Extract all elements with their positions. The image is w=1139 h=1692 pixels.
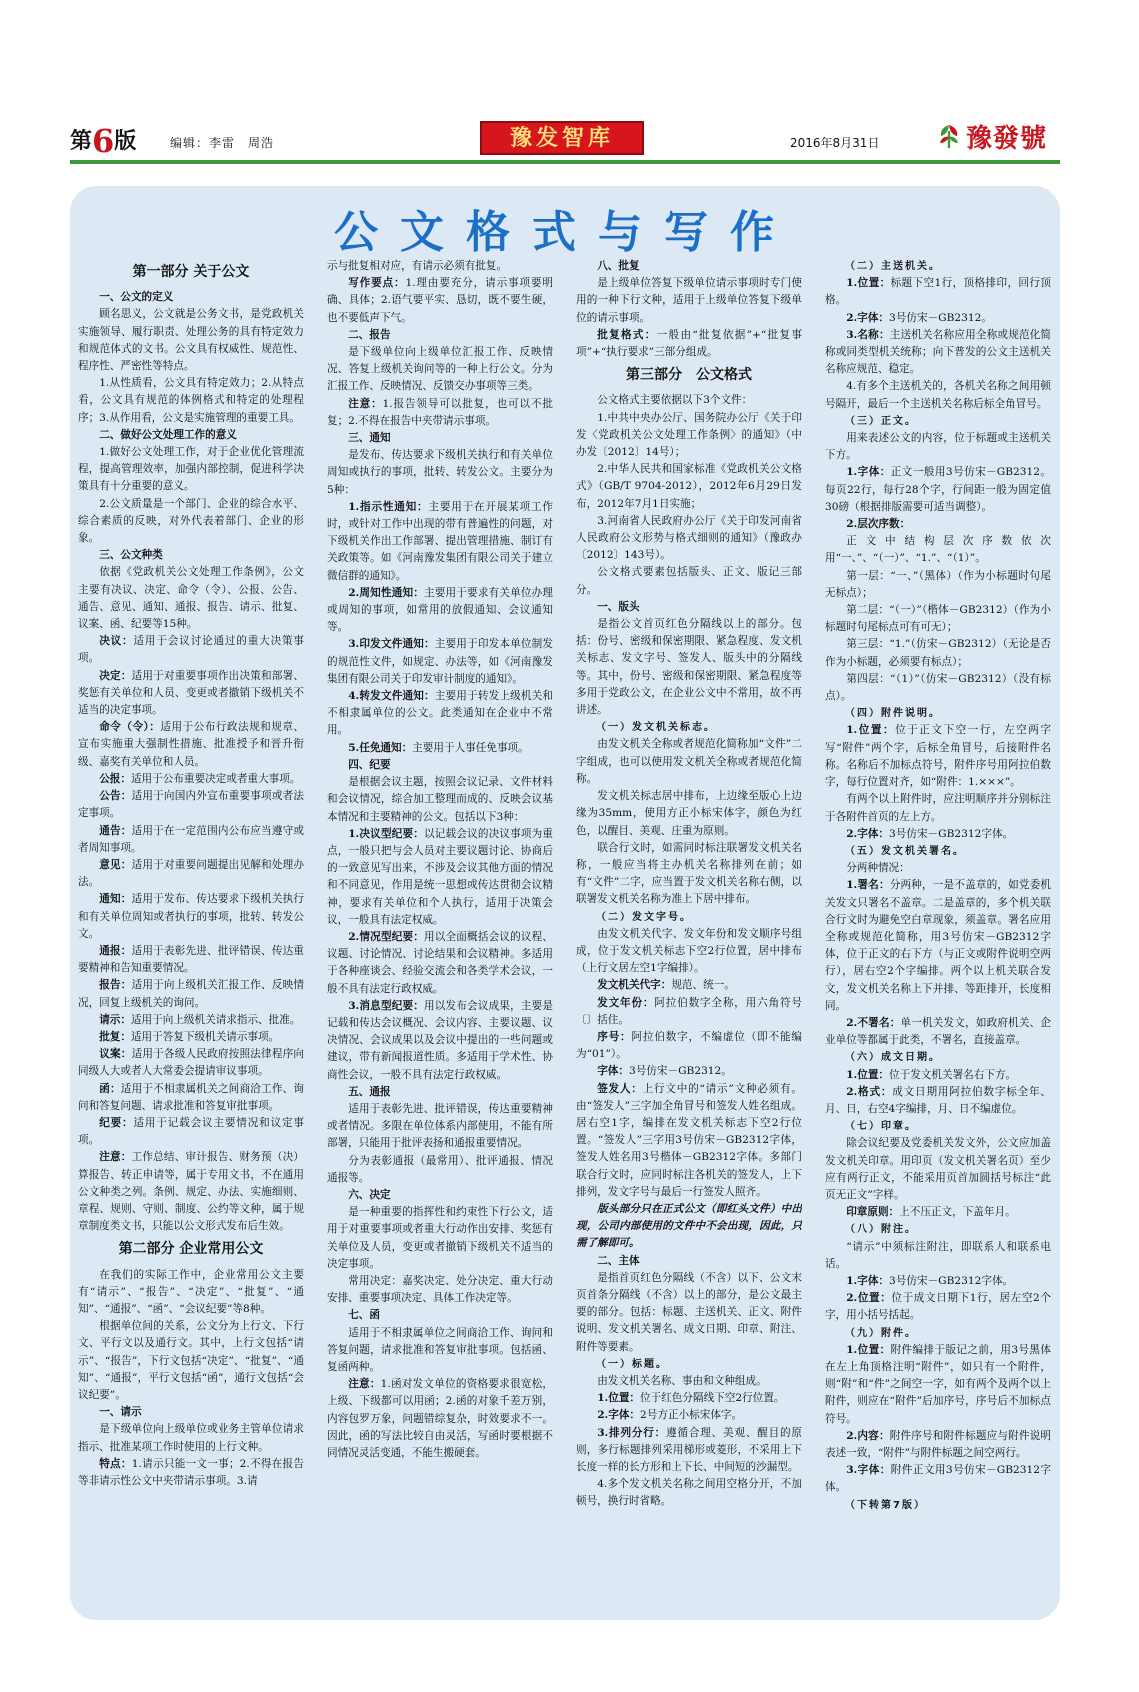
- definition-paragraph: [825, 1342, 1051, 1428]
- term-label: 2.字体：: [846, 311, 890, 324]
- paragraph: 是下级单位向上级单位或业务主管单位请求指示、批准某项工作时使用的上行文种。: [78, 1423, 304, 1453]
- brand-name: 豫發號: [966, 123, 1048, 154]
- paragraph: 是发布、传达要求下级机关执行和有关单位周知或执行的事项，批转、转发公文。主要分为5种：: [327, 449, 553, 496]
- term-label: 2.周知性通知：: [348, 586, 424, 599]
- term-text: 主要用于在开展某项工作时，或针对工作中出现的带有普遍性的问题，对下级机关作出工作部署、提出管理措施、制订有关政策等。如《河南豫发集团有限公司关于建立微信群的通知》。: [327, 500, 553, 582]
- header-rule: [70, 160, 1060, 164]
- term-text: 上行文中的“请示”文种必须有。由“签发人”三字加全角冒号和签发人姓名组成。居右空1字，编排在发文机关标志下空2行位置。“签发人”三字用3号仿宋－GB2312字体，签发人姓名用3号楷体－GB2312字体。多部门联合行文时，应同时标注各机关的签发人，上下排列，发文字号与最后一行签发人照齐。: [576, 1082, 802, 1198]
- definition-paragraph: [327, 1376, 553, 1462]
- term-label: 2.内容：: [846, 1429, 890, 1442]
- term-text: 主送机关名称应用全称或规范化简称或同类型机关统称；向下普发的公文主送机关名称应规范、稳定。: [825, 328, 1051, 376]
- term-text: 附件正文用3号仿宋－GB2312字体。: [825, 1464, 1051, 1494]
- term-text: 适用于在一定范围内公布应当遵守或者周知事项。: [78, 824, 304, 854]
- definition-paragraph: [78, 1115, 304, 1149]
- section-heading: 一、版头: [597, 600, 640, 613]
- term-label: 1.指示性通知：: [348, 500, 429, 513]
- term-text: 1.报告领导可以批复，也可以不批复；2.不得在报告中夹带请示事项。: [327, 397, 553, 427]
- text-column-1: [78, 258, 304, 1598]
- paragraph: 1.做好公文处理工作，对于企业优化管理流程，提高管理效率，加强内部控制，促进科学决策具有十分重要的意义。: [78, 446, 304, 493]
- term-label: 1.字体：: [846, 466, 891, 479]
- brand-logo: [934, 118, 1047, 154]
- paragraph: 公文格式主要依据以下3个文件：: [597, 394, 753, 407]
- term-text: 2号方正小标宋体字。: [640, 1409, 743, 1422]
- definition-paragraph: [576, 995, 802, 1029]
- term-label: 2.情况型纪要：: [348, 930, 424, 943]
- term-text: 工作总结、审计报告、财务预（决）算报告、转正申请等，属于专用文书，不在通用公文种类之列。条例、规定、办法、实施细则、章程、规则、守则、制度、公约等文种，属于规章制度类文书，只能以公文形式发布后生效。: [78, 1151, 304, 1233]
- term-label: 决定：: [99, 669, 132, 682]
- paragraph: 3.河南省人民政府办公厅《关于印发河南省人民政府公文形势与格式细则的通知》（豫政办〔2012〕143号）。: [576, 514, 802, 562]
- term-text: 适用于向上级机关请求指示、批准。: [130, 1013, 301, 1026]
- definition-paragraph: [825, 1462, 1051, 1496]
- sub-heading: （下转第7版）: [845, 1499, 926, 1511]
- term-text: 3号仿宋－GB2312字体。: [889, 1274, 1014, 1287]
- term-label: 批复格式：: [597, 328, 657, 341]
- definition-paragraph: [78, 977, 304, 1011]
- definition-paragraph: [576, 1081, 802, 1201]
- definition-paragraph: [78, 1081, 304, 1115]
- paragraph: 是根据会议主题，按照会议记录、文件材料和会议情况，综合加工整理而成的、反映会议基本情况和主要精神的公文。包括以下3种：: [327, 776, 553, 823]
- term-label: 注意：: [348, 1378, 381, 1391]
- paragraph: 是下级单位向上级单位汇报工作、反映情况、答复上级机关询问等的一种上行公文。分为汇报工作、反映情况、反馈交办事项等三类。: [327, 346, 553, 393]
- term-label: 通报：: [99, 944, 132, 957]
- term-label: 写作要点：: [348, 277, 406, 290]
- definition-paragraph: [825, 275, 1051, 309]
- sub-heading: （四）附件说明。: [845, 708, 941, 720]
- definition-paragraph: [78, 788, 304, 822]
- paragraph: 除会议纪要及党委机关发文外，公文应加盖发文机关印章。用印页（发文机关署名页）至少应有两行正文，不能采用页首加圆括号标注“此页无正文”字样。: [825, 1137, 1051, 1201]
- term-text: 主要用于人事任免事项。: [412, 741, 529, 754]
- definition-paragraph: [825, 1204, 1051, 1221]
- term-text: 分两种，一是不盖章的，如党委机关发文只署名不盖章。二是盖章的，多个机关联合行文时为避免空白章现象，须盖章。署名应用全称或规范化简称，用3号仿宋－GB2312字体，位于正文的右下方（与正文或附件说明空两行），居右空2个字编排。两个以上机关联合发文，发文机关名称上下并排、等距排开，长度相同。: [825, 879, 1051, 1012]
- paragraph: 联合行文时，如需同时标注联署发文机关名称，一般应当将主办机关名称排列在前；如有“文件”二字，应当置于发文机关名称右侧，以联署发文机关名称为准上下居中排布。: [576, 841, 802, 906]
- term-label: 2.层次序数：: [846, 518, 911, 531]
- paragraph: 是指首页红色分隔线（不含）以下、公文末页首条分隔线（不含）以上的部分，是公文最主要的部分。包括：标题、主送机关、正文、附件说明、发文机关署名、成文日期、印章、附注、附件等要素。: [576, 1271, 802, 1353]
- term-label: 通告：: [99, 824, 132, 837]
- paragraph: 第四层：“（1）”（仿宋－GB2312）（没有标点）。: [825, 672, 1051, 703]
- section-heading: 三、公文种类: [99, 549, 163, 562]
- section-heading: 四、纪要: [348, 758, 391, 771]
- definition-paragraph: [576, 327, 802, 361]
- definition-paragraph: [576, 1407, 802, 1424]
- term-text: 1.请示只能一文一事；2.不得在报告等非请示性公文中夹带请示事项。3.请: [78, 1457, 304, 1488]
- paragraph: 2.公文质量是一个部门、企业的综合水平、综合素质的反映，对外代表着部门、企业的形象。: [78, 497, 304, 545]
- definition-paragraph: [327, 275, 553, 327]
- term-text: 适用于公布行政法规和规章、宣布实施重大强制性措施、批准授予和晋升衔级、嘉奖有关单位和人员。: [78, 721, 304, 768]
- definition-paragraph: [576, 977, 802, 994]
- section-heading: 五、通报: [348, 1085, 391, 1098]
- definition-paragraph: [327, 929, 553, 998]
- term-text: 用以全面概括会议的议程、议题、讨论情况、讨论结果和会议精神。多适用于各种座谈会、经验交流会和各类学术会议，一般不具有法定行政权威。: [327, 930, 553, 995]
- sub-heading: （七）印章。: [845, 1121, 917, 1133]
- text-column-4: [825, 258, 1051, 1598]
- term-label: 发文年份：: [597, 996, 655, 1009]
- definition-paragraph: [78, 823, 304, 857]
- term-text: 适用于答复下级机关请示事项。: [130, 1030, 280, 1043]
- paragraph: 1.从性质看，公文具有特定效力；2.从特点看，公文具有规范的体例格式和特定的处理程序；3.从作用看，公文是实施管理的重要工具。: [78, 377, 304, 424]
- term-label: 3.排列分行：: [597, 1426, 667, 1439]
- term-text: 一般由“批复依据”+“批复事项”+“执行要求”三部分组成。: [576, 328, 802, 359]
- definition-paragraph: [327, 740, 553, 757]
- definition-paragraph: [327, 585, 553, 637]
- term-text: 适用于会议讨论通过的重大决策事项。: [78, 635, 304, 665]
- definition-paragraph: [78, 1149, 304, 1235]
- term-label: 注意：: [348, 397, 383, 410]
- definition-paragraph: [825, 877, 1051, 1015]
- paragraph: 4.有多个主送机关的，各机关名称之间用顿号隔开，最后一个主送机关名称后标全角冒号。: [825, 380, 1051, 410]
- paragraph: 顾名思义，公文就是公务文书，是党政机关实施领导、履行职责、处理公务的具有特定效力和规范体式的文书。公文具有权威性、规范性、程序性、严密性等特点。: [78, 308, 304, 373]
- paragraph: 是指公文首页红色分隔线以上的部分。包括：份号、密级和保密期限、紧急程度、发文机关标志、发文字号、签发人、版头中的分隔线等。其中，份号、密级和保密期限、紧急程度等多用于党政公文，在企业公文中不常用，故不再讲述。: [576, 618, 802, 717]
- term-text: 适用于公布重要决定或者重大事项。: [130, 772, 301, 785]
- section-heading: 八、批复: [597, 260, 640, 272]
- term-label: 发文机关代字：: [597, 979, 672, 992]
- paragraph: 根据单位间的关系，公文分为上行文、下行文、平行文以及通行文。其中，上行文包括“请示”、“报告”，下行文包括“决定”、“批复”、“通知”、“通报”，平行文包括“函”，通行文包括“会议纪要”。: [78, 1320, 304, 1401]
- editor-credit: 编辑：李雷 周浩: [170, 136, 275, 150]
- term-label: 3.印发文件通知：: [348, 638, 435, 651]
- term-label: 签发人：: [597, 1082, 643, 1095]
- section-heading: 二、做好公文处理工作的意义: [99, 428, 237, 441]
- paragraph: 适用于不相隶属单位之间商洽工作、询问和答复问题，请求批准和答复审批事项。包括函、复函两种。: [327, 1326, 553, 1373]
- term-label: 纪要：: [99, 1116, 134, 1129]
- term-text: 3号仿宋－GB2312。: [628, 1065, 732, 1078]
- term-label: 4.转发文件通知：: [348, 690, 435, 703]
- paragraph: 由发文机关名称、事由和文种组成。: [597, 1375, 767, 1387]
- definition-paragraph: [825, 1084, 1051, 1118]
- term-text: 标题下空1行，顶格排印，回行顶格。: [825, 277, 1051, 307]
- paragraph: 第二层：“（一）”（楷体－GB2312）（作为小标题时句尾标点可有可无）；: [825, 604, 1051, 634]
- paragraph: “请示”中须标注附注，即联系人和联系电话。: [825, 1240, 1051, 1270]
- sub-heading: （五）发文机关署名。: [845, 845, 965, 857]
- term-label: 印章原则：: [846, 1206, 900, 1219]
- paragraph: 第三层：“1.”（仿宋－GB2312）（无论是否作为小标题，必须要有标点）；: [825, 638, 1051, 668]
- term-text: 适用于表彰先进、批评错误、传达重要精神和告知重要情况。: [78, 944, 304, 975]
- definition-paragraph: [327, 396, 553, 430]
- paragraph: 用来表述公文的内容，位于标题或主送机关下方。: [825, 432, 1051, 462]
- section-heading: 二、主体: [597, 1254, 640, 1267]
- definition-paragraph: [327, 688, 553, 740]
- definition-paragraph: [327, 499, 553, 585]
- paragraph: 第一层：“一、”（黑体）（作为小标题时句尾无标点）；: [825, 569, 1051, 599]
- definition-paragraph: [825, 516, 1051, 533]
- term-label: 5.任免通知：: [348, 741, 413, 754]
- term-label: 1.字体：: [846, 1274, 890, 1287]
- term-label: 决议：: [99, 635, 134, 648]
- definition-paragraph: [78, 719, 304, 771]
- paragraph: 常用决定：嘉奖决定、处分决定、重大行动安排、重要事项决定、具体工作决定等。: [327, 1274, 553, 1305]
- term-label: 1.位置：: [846, 1343, 891, 1356]
- term-text: 适用于不相隶属机关之间商洽工作、询问和答复问题、请求批准和答复审批事项。: [78, 1082, 304, 1112]
- sub-heading: （六）成文日期。: [845, 1052, 941, 1064]
- definition-paragraph: [327, 636, 553, 688]
- paragraph: 1.中共中央办公厅、国务院办公厅《关于印发〈党政机关公文处理工作条例〉的通知》（中办发〔2012〕14号）；: [576, 411, 802, 459]
- paragraph: 由发文机关全称或者规范化简称加“文件”二字组成，也可以使用发文机关全称或者规范化简称。: [576, 738, 802, 785]
- part-heading: 第三部分 公文格式: [626, 367, 752, 384]
- sub-heading: （三）正文。: [845, 415, 917, 427]
- term-text: 位于红色分隔线下空2行位置。: [640, 1392, 785, 1405]
- paragraph: 发文机关标志居中排布，上边缘至版心上边缘为35mm，使用方正小标宋体字，颜色为红色，以醒目、美观、庄重为原则。: [576, 790, 802, 837]
- page-header: [70, 118, 1060, 162]
- term-label: 1.位置：: [846, 277, 891, 290]
- term-label: 公告：: [99, 790, 132, 803]
- paragraph: 是上级单位答复下级单位请示事项时专门使用的一种下行文种，适用于上级单位答复下级单位的请示事项。: [576, 277, 802, 324]
- section-heading: 三、通知: [348, 432, 391, 445]
- term-label: 议案：: [99, 1048, 132, 1061]
- term-label: 序号：: [597, 1030, 632, 1043]
- sub-heading: （一）标题。: [596, 1358, 668, 1370]
- term-text: 规范、统一。: [671, 979, 735, 992]
- term-label: 批复：: [99, 1030, 131, 1043]
- term-label: 3.消息型纪要：: [348, 999, 424, 1012]
- definition-paragraph: [78, 943, 304, 977]
- definition-paragraph: [78, 668, 304, 720]
- definition-paragraph: [825, 310, 1051, 327]
- term-text: 附件序号和附件标题应与附件说明表述一致，“附件”与附件标题之间空两行。: [825, 1429, 1051, 1460]
- definition-paragraph: [825, 1428, 1051, 1462]
- term-text: 用以发布会议成果，主要是记载和传达会议概况、会议内容、主要议题、议决情况、会议成果以及会议中提出的一些问题或建议，带有新闻报道性质。多适用于学术性、协商性会议，一般不具有法定行政权威。: [327, 999, 553, 1081]
- paragraph: 示与批复相对应，有请示必须有批复。: [327, 260, 508, 272]
- paragraph: 分为表彰通报（最常用）、批评通报、情况通报等。: [327, 1154, 553, 1184]
- paragraph: 公文格式要素包括版头、正文、版记三部分。: [576, 566, 802, 596]
- term-label: 2.位置：: [846, 1292, 892, 1305]
- term-label: 2.字体：: [597, 1409, 641, 1422]
- term-text: 适用于对重要问题提出见解和处理办法。: [78, 858, 304, 889]
- term-text: 1.函对发文单位的资格要求很宽松，上级、下级都可以用函；2.函的对象千差万别，内容包罗万象，问题错综复杂，时效要求不一。因此，函的写法比较自由灵活，写函时要根据不同情况灵活变通，不能生搬硬套。: [327, 1378, 553, 1460]
- definition-paragraph: [78, 633, 304, 667]
- section-banner: 豫发智库: [480, 121, 644, 155]
- term-text: 正文一般用3号仿宋－GB2312。每页22行，每行28个字，行间距一般为固定值30磅（根据排版需要可适当调整）。: [825, 466, 1051, 513]
- definition-paragraph: [576, 1390, 802, 1407]
- term-label: 报告：: [99, 979, 132, 992]
- definition-paragraph: [576, 1425, 802, 1477]
- definition-paragraph: [825, 327, 1051, 379]
- term-text: 上不压正文，下盖年月。: [899, 1206, 1016, 1219]
- definition-paragraph: [327, 998, 553, 1084]
- definition-paragraph: [78, 771, 304, 788]
- note-paragraph: 版头部分只在正式公文（即红头文件）中出现，公司内部使用的文件中不会出现，因此，只需了解即可。: [576, 1202, 802, 1250]
- definition-paragraph: [825, 826, 1051, 843]
- paragraph: 4.多个发文机关名称之间用空格分开，不加顿号，换行时省略。: [576, 1478, 802, 1508]
- section-heading: 六、决定: [348, 1188, 391, 1201]
- term-text: 适用于各级人民政府按照法律程序向同级人大或者人大常委会提请审议事项。: [78, 1048, 304, 1078]
- section-heading: 一、公文的定义: [99, 291, 174, 304]
- term-text: 适用于向上级机关汇报工作、反映情况，回复上级机关的询问。: [78, 979, 304, 1009]
- term-text: 遵循合理、美观、醒目的原则，多行标题排列采用梯形或菱形，不采用上下长度一样的长方形和上下长、中间短的沙漏型。: [576, 1426, 802, 1474]
- section-heading: 二、报告: [348, 328, 391, 341]
- definition-paragraph: [78, 891, 304, 943]
- section-heading: 一、请示: [99, 1406, 142, 1419]
- paragraph: 分两种情况：: [846, 862, 910, 875]
- sub-heading: （九）附件。: [845, 1327, 917, 1339]
- term-label: 注意：: [99, 1151, 132, 1164]
- paragraph: 是一种重要的指挥性和约束性下行公文，适用于对重要事项或者重大行动作出安排、奖惩有关单位及人员，变更或者撤销下级机关不适当的决定事项。: [327, 1206, 553, 1270]
- definition-paragraph: [825, 1273, 1051, 1290]
- term-text: 适用于对重要事项作出决策和部署、奖惩有关单位和人员、变更或者撤销下级机关不适当的决定事项。: [78, 669, 304, 717]
- term-text: 附件编排于版记之前，用3号黑体在左上角顶格注明“附件”，如只有一个附件，则“附”和“件”之间空一字，如有两个及两个以上附件，则应在“附件”后加序号，序号后不加标点符号。: [825, 1343, 1051, 1425]
- part-heading: 第二部分 企业常用公文: [118, 1241, 264, 1258]
- term-label: 3.字体：: [846, 1464, 891, 1477]
- term-text: 成文日期用阿拉伯数字标全年、月、日，右空4字编排，月、日不编虚位。: [825, 1085, 1051, 1115]
- text-column-3: [576, 258, 802, 1598]
- paragraph: 在我们的实际工作中，企业常用公文主要有“请示”、“报告”、“决定”、“批复”、“通知”、“通报”、“函”、“会议纪要”等8种。: [78, 1268, 304, 1315]
- definition-paragraph: [327, 826, 553, 929]
- term-text: 适用于发布、传达要求下级机关执行和有关单位周知或者执行的事项，批转、转发公文。: [78, 893, 304, 940]
- article-title: 公文格式与写作: [334, 207, 796, 258]
- term-label: 1.位置：: [846, 1068, 890, 1081]
- section-heading: 七、函: [348, 1309, 380, 1322]
- term-label: 1.决议型纪要：: [348, 827, 424, 840]
- paragraph: 由发文机关代字、发文年份和发文顺序号组成，位于发文机关标志下空2行位置，居中排布（上行文居左空1字编排）。: [576, 927, 802, 975]
- definition-paragraph: [78, 1029, 304, 1046]
- term-label: 2.字体：: [846, 827, 890, 840]
- paragraph: 2.中华人民共和国家标准《党政机关公文格式》（GB/T 9704-2012），2012年6月29日发布，2012年7月1日实施；: [576, 463, 802, 510]
- term-label: 公报：: [99, 772, 131, 785]
- term-text: 位于正文下空一行，左空两字写“附件”两个字，后标全角冒号，后接附件名称。名称后不加标点符号，附件序号用阿拉伯数字，每行位置对齐，如“附件：1.×××”。: [825, 724, 1051, 789]
- term-label: 意见：: [99, 858, 132, 871]
- term-label: 2.格式：: [846, 1085, 893, 1098]
- definition-paragraph: [825, 464, 1051, 516]
- term-label: 特点：: [99, 1457, 132, 1470]
- term-label: 通知：: [99, 893, 132, 906]
- term-text: 主要用于转发上级机关和不相隶属单位的公文。此类通知在企业中不常用。: [327, 690, 553, 737]
- term-text: 适用于向国内外宣布重要事项或者法定事项。: [78, 790, 304, 820]
- term-text: 3号仿宋－GB2312。: [889, 311, 992, 324]
- term-text: 3号仿宋－GB2312字体。: [889, 827, 1014, 840]
- definition-paragraph: [78, 1456, 304, 1490]
- definition-paragraph: [78, 1046, 304, 1080]
- definition-paragraph: [78, 857, 304, 891]
- term-label: 2.不署名：: [846, 1016, 901, 1029]
- term-text: 主要用于印发本单位制发的规范性文件，如规定、办法等，如《河南豫发集团有限公司关于印发审计制度的通知》。: [327, 638, 553, 685]
- term-text: 位于成文日期下1行，居左空2个字，用小括号括起。: [825, 1292, 1051, 1322]
- term-text: 位于发文机关署名右下方。: [889, 1068, 1017, 1081]
- definition-paragraph: [576, 1063, 802, 1080]
- term-text: 阿拉伯数字，不编虚位（即不能编为“01”）。: [576, 1030, 802, 1061]
- definition-paragraph: [576, 1029, 802, 1063]
- paragraph: 适用于表彰先进、批评错误，传达重要精神或者情况。多限在单位体系内部使用，不能有所部署，只能用于批评表扬和通报重要情况。: [327, 1102, 553, 1150]
- definition-paragraph: [825, 1015, 1051, 1049]
- term-text: 1.理由要充分，请示事项要明确、具体；2.语气要平实、恳切，既不要生硬，也不要低声下气。: [327, 277, 553, 324]
- paragraph: 正文中结构层次序数依次用“一、”、“（一）”、“1.”、“（1）”。: [825, 535, 1051, 565]
- term-text: 阿拉伯数字全称，用六角符号〔〕括住。: [576, 996, 802, 1026]
- page-number: 第6版: [70, 122, 137, 160]
- sub-heading: （二）主送机关。: [845, 261, 941, 272]
- paragraph: 依据《党政机关公文处理工作条例》，公文主要有决议、决定、命令（令）、公报、公告、通告、意见、通知、通报、报告、请示、批复、议案、函、纪要等15种。: [78, 566, 304, 631]
- term-label: 字体：: [597, 1065, 629, 1078]
- term-label: 1.署名：: [846, 879, 890, 892]
- part-heading: 第一部分 关于公文: [132, 264, 250, 280]
- term-text: 适用于记载会议主要情况和议定事项。: [78, 1116, 304, 1147]
- term-label: 1.位置：: [846, 724, 896, 737]
- term-text: 主要用于要求有关单位办理或周知的事项，如常用的放假通知、会议通知等。: [327, 586, 553, 634]
- term-text: 单一机关发文，如政府机关、企业单位等都属于此类，不署名，直接盖章。: [825, 1016, 1051, 1047]
- definition-paragraph: [78, 1012, 304, 1029]
- sub-heading: （一）发文机关标志。: [596, 722, 716, 734]
- term-label: 请示：: [99, 1013, 131, 1026]
- term-label: 3.名称：: [846, 328, 890, 341]
- sub-heading: （八）附注。: [845, 1224, 917, 1236]
- leaf-logo-icon: [934, 121, 964, 151]
- term-text: 以记载会议的决议事项为重点，一般只把与会人员对主要议题讨论、协商后的一致意见写出来，不涉及会议其他方面的情况和不同意见，作用是统一思想或传达贯彻会议精神，要求有关单位和个人执行，适用于决策会议，一般具有法定权威。: [327, 827, 553, 926]
- definition-paragraph: [825, 1290, 1051, 1324]
- sub-heading: （二）发文字号。: [596, 911, 692, 923]
- definition-paragraph: [825, 1067, 1051, 1084]
- term-label: 1.位置：: [597, 1392, 641, 1405]
- paragraph: 有两个以上附件时，应注明顺序并分别标注于各附件首页的左上方。: [825, 793, 1051, 823]
- definition-paragraph: [825, 722, 1051, 791]
- text-column-2: [327, 258, 553, 1598]
- term-label: 命令（令）：: [99, 721, 161, 734]
- issue-date: 2016年8月31日: [790, 136, 880, 150]
- term-label: 函：: [99, 1082, 121, 1095]
